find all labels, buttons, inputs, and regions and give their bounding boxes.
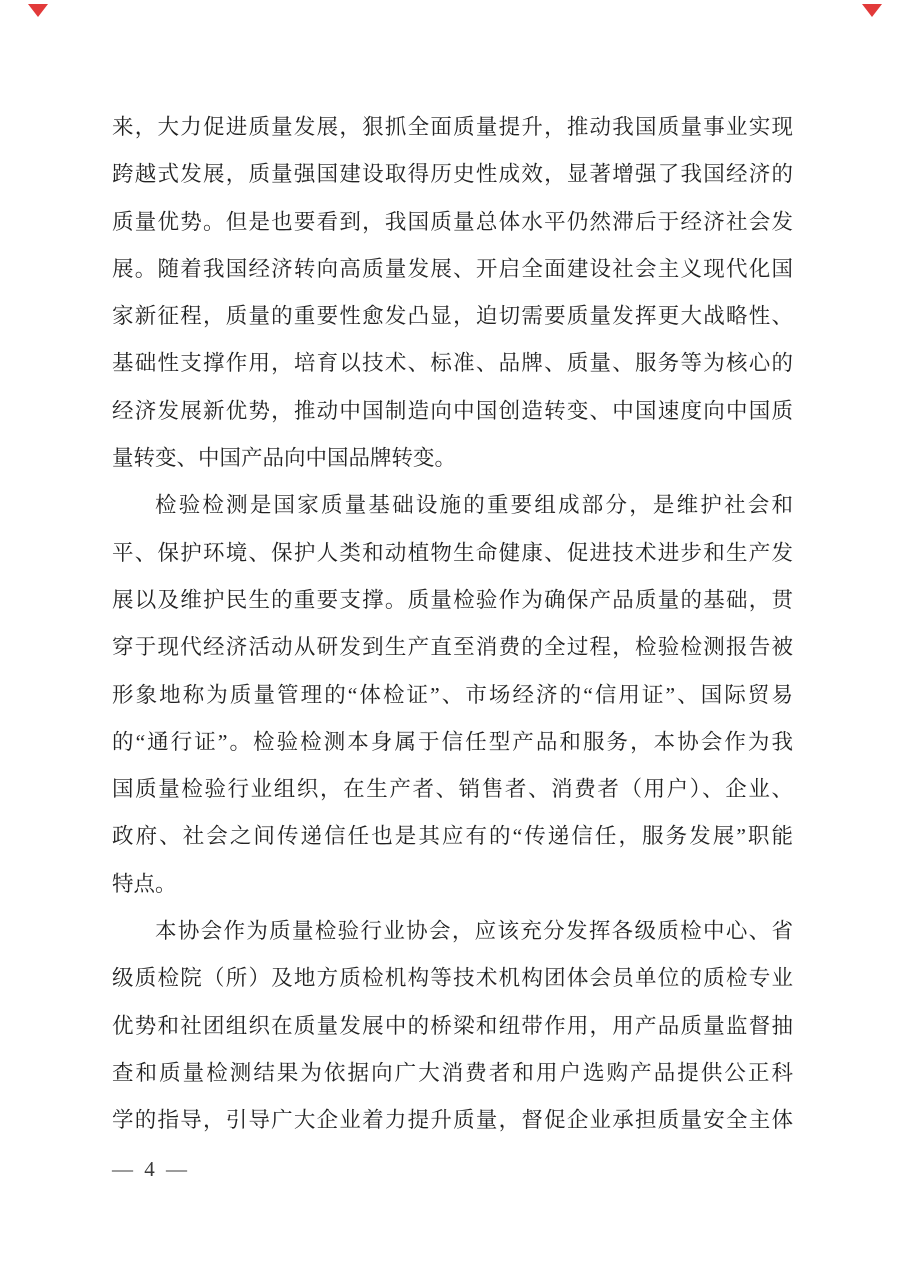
body-line: 本协会作为质量检验行业协会，应该充分发挥各级质检中心、省 (155, 919, 793, 944)
red-corner-mark-left-icon (28, 4, 48, 17)
document-body (112, 104, 793, 1145)
body-line: 国质量检验行业组织，在生产者、销售者、消费者（用户）、企业、 (112, 777, 793, 802)
body-line: 量转变、中国产品向中国品牌转变。 (112, 446, 457, 471)
body-line: 优势和社团组织在质量发展中的桥梁和纽带作用，用产品质量监督抽 (112, 1013, 793, 1038)
body-line: 学的指导，引导广大企业着力提升质量，督促企业承担质量安全主体 (112, 1108, 793, 1133)
body-line: 展以及维护民生的重要支撑。质量检验作为确保产品质量的基础，贯 (112, 587, 793, 612)
body-line: 形象地称为质量管理的“体检证”、市场经济的“信用证”、国际贸易 (112, 682, 793, 707)
body-line: 展。随着我国经济转向高质量发展、开启全面建设社会主义现代化国 (112, 256, 793, 281)
body-line: 级质检院（所）及地方质检机构等技术机构团体会员单位的质检专业 (112, 966, 793, 991)
body-line: 平、保护环境、保护人类和动植物生命健康、促进技术进步和生产发 (112, 540, 793, 565)
body-line: 家新征程，质量的重要性愈发凸显，迫切需要质量发挥更大战略性、 (112, 304, 793, 329)
body-line: 来，大力促进质量发展，狠抓全面质量提升，推动我国质量事业实现 (112, 115, 793, 139)
page-number: — 4 — (112, 1157, 190, 1181)
body-line: 基础性支撑作用，培育以技术、标准、品牌、质量、服务等为核心的 (112, 351, 793, 376)
body-line: 特点。 (112, 871, 177, 896)
body-line: 穿于现代经济活动从研发到生产直至消费的全过程，检验检测报告被 (112, 635, 793, 660)
body-line: 经济发展新优势，推动中国制造向中国创造转变、中国速度向中国质 (112, 398, 793, 423)
body-line: 质量优势。但是也要看到，我国质量总体水平仍然滞后于经济社会发 (112, 209, 793, 234)
red-corner-mark-right-icon (862, 4, 882, 17)
body-line: 查和质量检测结果为依据向广大消费者和用户选购产品提供公正科 (112, 1060, 793, 1085)
body-line: 政府、社会之间传递信任也是其应有的“传递信任，服务发展”职能 (112, 824, 793, 849)
body-line: 的“通行证”。检验检测本身属于信任型产品和服务，本协会作为我 (112, 729, 793, 754)
body-line: 跨越式发展，质量强国建设取得历史性成效，显著增强了我国经济的 (112, 162, 793, 187)
body-line: 检验检测是国家质量基础设施的重要组成部分，是维护社会和 (155, 493, 793, 518)
